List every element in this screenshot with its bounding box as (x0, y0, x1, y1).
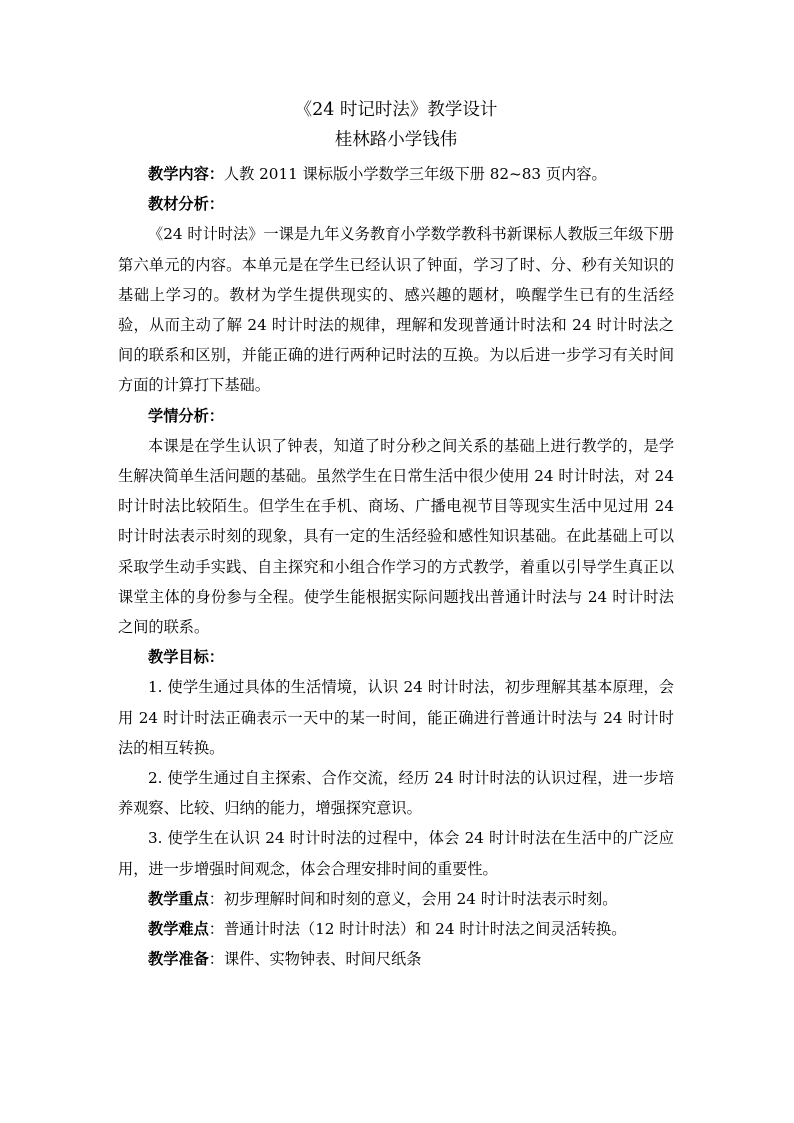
teaching-difficulty (118, 914, 674, 944)
teaching-goal-item: 3. 使学生在认识 24 时计时法的过程中，体会 24 时计时法在生活中的广泛应用，进一步增强时间观念，体会合理安排时间的重要性。 (118, 829, 674, 878)
teaching-goal-item: 2. 使学生通过自主探索、合作交流，经历 24 时计时法的认识过程，进一步培养观察、比较、归纳的能力，增强探究意识。 (118, 769, 674, 818)
material-analysis-text: 《24 时计时法》一课是九年义务教育小学数学教科书新课标人教版三年级下册第六单元的内容。本单元是在学生已经认识了钟面，学习了时、分、秒有关知识的基础上学习的。教材为学生提供现实的、感兴趣的题材，唤醒学生已有的生活经验，从而主动了解 24 时计时法的规律，理解和发现普通计时法和 24 时计时法之间的联系和区别，并能正确的进行两种记时法的互换。为以后进一步学习有关时间方面的计算打下基础。 (118, 225, 674, 395)
teaching-key-text: ：初步理解时间和时刻的意义，会用 24 时计时法表示时刻。 (208, 889, 618, 908)
teaching-key-label: 教学重点 (148, 889, 209, 908)
teaching-goal-item: 1. 使学生通过具体的生活情境，认识 24 时计时法，初步理解其基本原理，会用 24 时计时法正确表示一天中的某一时间，能正确进行普通计时法与 24 时计时法的相互转换。 (118, 678, 674, 757)
document-author: 桂林路小学钱伟 (334, 130, 458, 150)
teaching-prep-text: ：课件、实物钟表、时间尺纸条 (208, 950, 422, 969)
teaching-content (118, 159, 674, 189)
teaching-key-point (118, 884, 674, 914)
document-title: 《24 时记时法》教学设计 (294, 100, 498, 120)
teaching-difficulty-text: ：普通计时法（12 时计时法）和 24 时计时法之间灵活转换。 (208, 920, 627, 939)
student-analysis-text: 本课是在学生认识了钟表，知道了时分秒之间关系的基础上进行教学的，是学生解决简单生活问题的基础。虽然学生在日常生活中很少使用 24 时计时法，对 24 时计时法比较陌生。但学生在手机、商场、广播电视节目等现实生活中见过用 24 时计时法表示时刻的现象，具有一定的生活经验和感性知识基础。在此基础上可以采取学生动手实践、自主探究和小组合作学习的方式教学，着重以引导学生真正以课堂主体的身份参与全程。使学生能根据实际问题找出普通计时法与 24 时计时法之间的联系。 (118, 436, 674, 637)
teaching-preparation (118, 944, 674, 974)
teaching-prep-label: 教学准备 (148, 950, 209, 969)
student-analysis-heading: 学情分析： (148, 406, 224, 425)
teaching-content-label: 教学内容： (148, 165, 224, 183)
teaching-content-text: 人教 2011 课标版小学数学三年级下册 82~83 页内容。 (223, 165, 607, 183)
teaching-goals-heading: 教学目标： (148, 648, 224, 667)
document-body (118, 95, 674, 974)
teaching-difficulty-label: 教学难点 (148, 920, 209, 939)
material-analysis-heading: 教材分析： (148, 195, 224, 214)
